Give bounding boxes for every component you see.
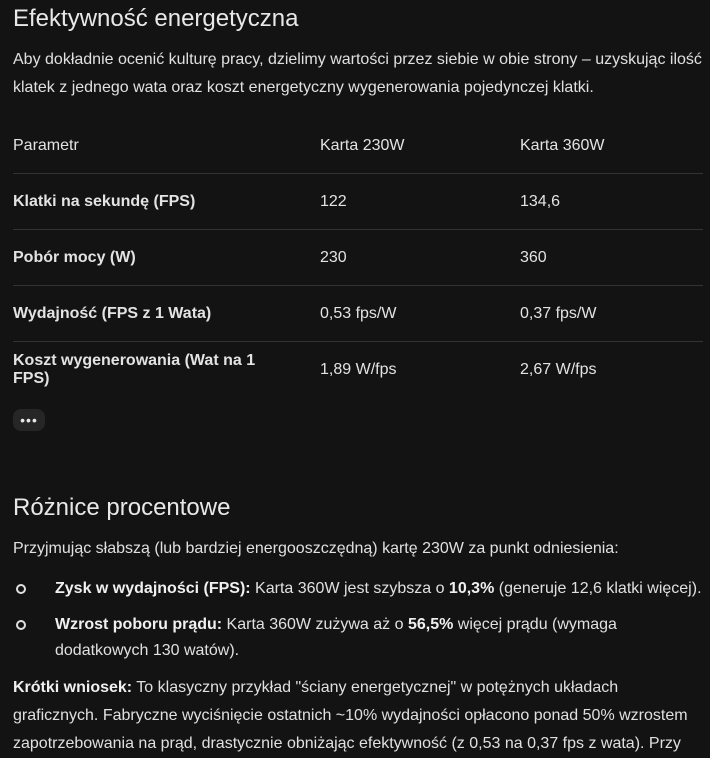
column-header-parameter: Parametr: [13, 118, 320, 174]
table-cell-360w: 2,67 W/fps: [520, 360, 597, 378]
table-cell-parameter: Wydajność (FPS z 1 Wata): [13, 286, 320, 342]
table-row: [13, 174, 703, 230]
conclusion-paragraph: [13, 674, 703, 758]
table-row: [13, 230, 703, 286]
conclusion-label: Krótki wniosek:: [13, 679, 133, 696]
table-header-row: [13, 118, 703, 174]
list-item-highlight: 56,5%: [407, 616, 454, 633]
list-item-highlight: 10,3%: [448, 580, 495, 597]
differences-list: [13, 576, 703, 674]
table-cell-360w: 360: [520, 230, 703, 286]
table-row: [13, 342, 703, 398]
conclusion-text: To klasyczny przykład "ściany energetycznej" w potężnych układach graficznych. Fabryczne wyciśnięcie ostatnich ~10% wydajności opłacono ponad 50% wzrostem zapotrzebowania na prąd, drastycznie obniżając efektywność (z 0,53 na 0,37 fps z wata). Przy: [13, 679, 688, 752]
list-item-text: (generuje 12,6 klatki więcej).: [494, 580, 702, 597]
bullet-circle-icon: [16, 620, 26, 630]
efficiency-table: [13, 118, 703, 397]
table-row: [13, 286, 703, 342]
list-item: [13, 576, 703, 602]
list-item-text: więcej prądu (wymaga dodatkowych 130 watów).: [55, 616, 617, 659]
list-item-label: Wzrost poboru prądu:: [55, 616, 223, 633]
table-cell-230w: 230: [320, 230, 520, 286]
list-item: [13, 612, 703, 664]
table-cell-parameter: Klatki na sekundę (FPS): [13, 174, 320, 230]
more-options-icon: •••: [20, 412, 38, 428]
section-title-energy-efficiency: Efektywność energetyczna: [13, 5, 299, 32]
list-item-text: Karta 360W jest szybsza o: [250, 580, 449, 597]
table-cell-parameter: Koszt wygenerowania (Wat na 1 FPS): [13, 351, 256, 387]
column-header-card-230w: Karta 230W: [320, 118, 520, 174]
list-item-label: Zysk w wydajności (FPS):: [55, 580, 251, 597]
table-cell-230w: 122: [320, 174, 520, 230]
bullet-circle-icon: [16, 584, 26, 594]
table-cell-parameter: Pobór mocy (W): [13, 230, 320, 286]
more-options-button[interactable]: [13, 409, 45, 431]
section-title-percentage-differences: Różnice procentowe: [13, 494, 231, 521]
table-cell-360w: 0,37 fps/W: [520, 286, 703, 342]
differences-intro: Przyjmując słabszą (lub bardziej energooszczędną) kartę 230W za punkt odniesienia:: [13, 540, 619, 557]
table-cell-230w: 0,53 fps/W: [320, 286, 520, 342]
table-cell-230w: 1,89 W/fps: [320, 360, 397, 378]
table-cell-360w: 134,6: [520, 174, 703, 230]
intro-paragraph: Aby dokładnie ocenić kulturę pracy, dzielimy wartości przez siebie w obie strony – uzyskując ilość klatek z jednego wata oraz koszt energetyczny wygenerowania pojedynczej klatki.: [13, 51, 702, 96]
list-item-text: Karta 360W zużywa aż o: [222, 616, 408, 633]
column-header-card-360w: Karta 360W: [520, 118, 703, 174]
